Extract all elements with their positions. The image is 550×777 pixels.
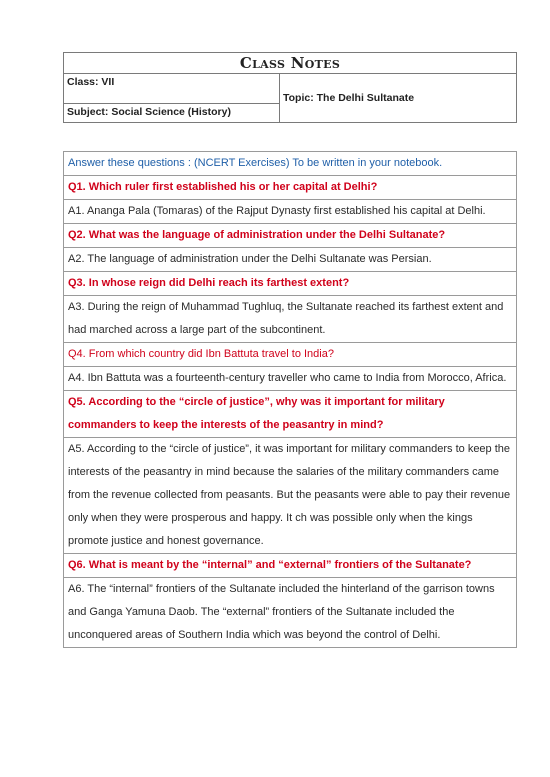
class-label: Class: VII [64, 74, 280, 104]
answer-2 [64, 248, 517, 272]
answer-text: The “internal” frontiers of the Sultanate included the hinterland of the garrison towns and Ganga Yamuna Daob. The “external” frontiers of the Sultanate included the unconquered areas of Southern India which was beyond the control of Delhi. [68, 583, 495, 641]
answer-5 [64, 438, 517, 554]
question-2: Q2. What was the language of administration under the Delhi Sultanate? [64, 224, 517, 248]
answer-1 [64, 200, 517, 224]
qa-table [63, 151, 517, 648]
answer-text: The language of administration under the Delhi Sultanate was Persian. [84, 253, 432, 265]
instructions: Answer these questions : (NCERT Exercises) To be written in your notebook. [64, 152, 517, 176]
answer-label: A6. [68, 583, 85, 595]
question-4: Q4. From which country did Ibn Battuta travel to India? [64, 343, 517, 367]
header-table [63, 52, 517, 123]
answer-6 [64, 578, 517, 648]
answer-3 [64, 296, 517, 343]
topic-label: Topic: The Delhi Sultanate [280, 74, 517, 123]
answer-label: A5. [68, 443, 85, 455]
answer-text: During the reign of Muhammad Tughluq, the Sultanate reached its farthest extent and had marched across a large part of the subcontinent. [68, 301, 504, 336]
question-3: Q3. In whose reign did Delhi reach its farthest extent? [64, 272, 517, 296]
question-5: Q5. According to the “circle of justice”, why was it important for military commanders to keep the interests of the peasantry in mind? [64, 391, 517, 438]
answer-label: A1. [68, 205, 85, 217]
subject-label: Subject: Social Science (History) [64, 104, 280, 123]
answer-label: A2. [68, 253, 85, 265]
answer-text: Ananga Pala (Tomaras) of the Rajput Dynasty first established his capital at Delhi. [84, 205, 486, 217]
question-1: Q1. Which ruler first established his or her capital at Delhi? [64, 176, 517, 200]
answer-4 [64, 367, 517, 391]
answer-text: According to the “circle of justice”, it was important for military commanders to keep the interests of the peasantry in mind because the salaries of the military commanders came from the revenue collected from peasants. But the peasants were able to pay their revenue only when they were prosperous and happy. It ch was possible only when the kings promote justice and honest governance. [68, 443, 511, 547]
document-title: Class Notes [64, 53, 517, 74]
question-6: Q6. What is meant by the “internal” and “external” frontiers of the Sultanate? [64, 554, 517, 578]
answer-text: Ibn Battuta was a fourteenth-century traveller who came to India from Morocco, Africa. [84, 372, 507, 384]
answer-label: A3. [68, 301, 85, 313]
answer-label: A4. [68, 372, 85, 384]
